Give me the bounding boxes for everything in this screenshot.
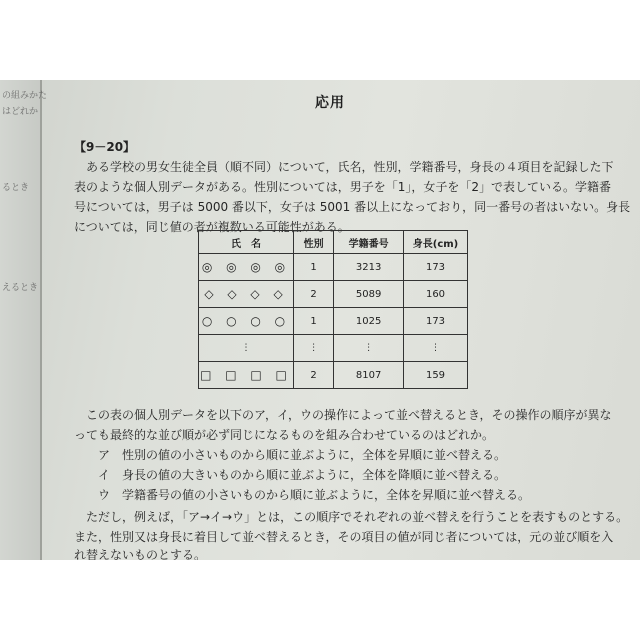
column-header-sex: 性別	[293, 231, 333, 254]
note-line: れ替えないものとする。	[74, 548, 207, 560]
ellipsis-cell	[404, 335, 468, 362]
student-data-table	[198, 230, 468, 389]
cell-student-id: 5089	[334, 281, 404, 308]
left-page-text: えるとき	[2, 283, 39, 293]
cell-sex: 2	[293, 281, 333, 308]
cell-name: ◎ ◎ ◎ ◎	[199, 254, 294, 281]
table-row	[199, 308, 468, 335]
ellipsis-mark: ⋮	[431, 342, 440, 353]
cell-student-id: 1025	[334, 308, 404, 335]
cell-student-id: 3213	[334, 254, 404, 281]
intro-line: 号については，男子は 5000 番以下，女子は 5001 番以上になっており，同一番号の者はいない。身長	[74, 200, 631, 214]
ellipsis-mark: ⋮	[241, 342, 251, 353]
cell-height: 173	[404, 254, 468, 281]
ellipsis-mark: ⋮	[309, 342, 319, 353]
column-header-name: 氏 名	[199, 231, 294, 254]
intro-line: ある学校の男女生徒全員（順不同）について，氏名，性別，学籍番号，身長の４項目を記録した下	[86, 160, 614, 174]
problem-number: 【9－20】	[74, 140, 136, 154]
table-row	[199, 281, 468, 308]
ellipsis-mark: ⋮	[364, 342, 374, 353]
option-u: ウ 学籍番号の値の小さいものから順に並ぶように，全体を昇順に並べ替える。	[98, 488, 531, 502]
left-page-text: の組みかた	[2, 91, 48, 101]
left-page-text: はどれか	[2, 107, 39, 117]
photographed-page	[0, 80, 640, 560]
option-i: イ 身長の値の大きいものから順に並ぶように，全体を降順に並べ替える。	[98, 468, 507, 482]
column-header-student-id: 学籍番号	[334, 231, 404, 254]
option-a: ア 性別の値の小さいものから順に並ぶように，全体を昇順に並べ替える。	[98, 448, 507, 462]
cell-sex: 2	[293, 362, 333, 389]
table-ellipsis-row	[199, 335, 468, 362]
left-page-edge	[0, 80, 48, 560]
cell-name: ○ ○ ○ ○	[199, 308, 294, 335]
cell-name: ◇ ◇ ◇ ◇	[199, 281, 294, 308]
page-title: 応用	[315, 95, 345, 111]
ellipsis-cell	[334, 335, 404, 362]
question-line: この表の個人別データを以下のア，イ，ウの操作によって並べ替えるとき，その操作の順序が異な	[86, 408, 612, 422]
ellipsis-cell	[293, 335, 333, 362]
column-header-height: 身長(cm)	[404, 231, 468, 254]
ellipsis-cell	[199, 335, 294, 362]
left-page-text: るとき	[2, 183, 30, 193]
cell-sex: 1	[293, 254, 333, 281]
note-line: ただし，例えば，「ア→イ→ウ」とは，この順序でそれぞれの並べ替えを行うことを表すものとする。	[86, 510, 629, 524]
intro-line: 表のような個人別データがある。性別については，男子を「1」，女子を「2」で表している。学籍番	[74, 180, 612, 194]
cell-height: 159	[404, 362, 468, 389]
cell-name: □ □ □ □	[199, 362, 294, 389]
table-row	[199, 362, 468, 389]
table-header-row	[199, 231, 468, 254]
intro-line: については，同じ値の者が複数いる可能性がある。	[74, 220, 350, 234]
cell-height: 173	[404, 308, 468, 335]
cell-student-id: 8107	[334, 362, 404, 389]
question-line: っても最終的な並び順が必ず同じになるものを組み合わせているのはどれか。	[74, 428, 495, 442]
cell-height: 160	[404, 281, 468, 308]
cell-sex: 1	[293, 308, 333, 335]
note-line: また，性別又は身長に着目して並べ替えるとき，その項目の値が同じ者については，元の並び順を入	[74, 530, 614, 544]
table-row	[199, 254, 468, 281]
